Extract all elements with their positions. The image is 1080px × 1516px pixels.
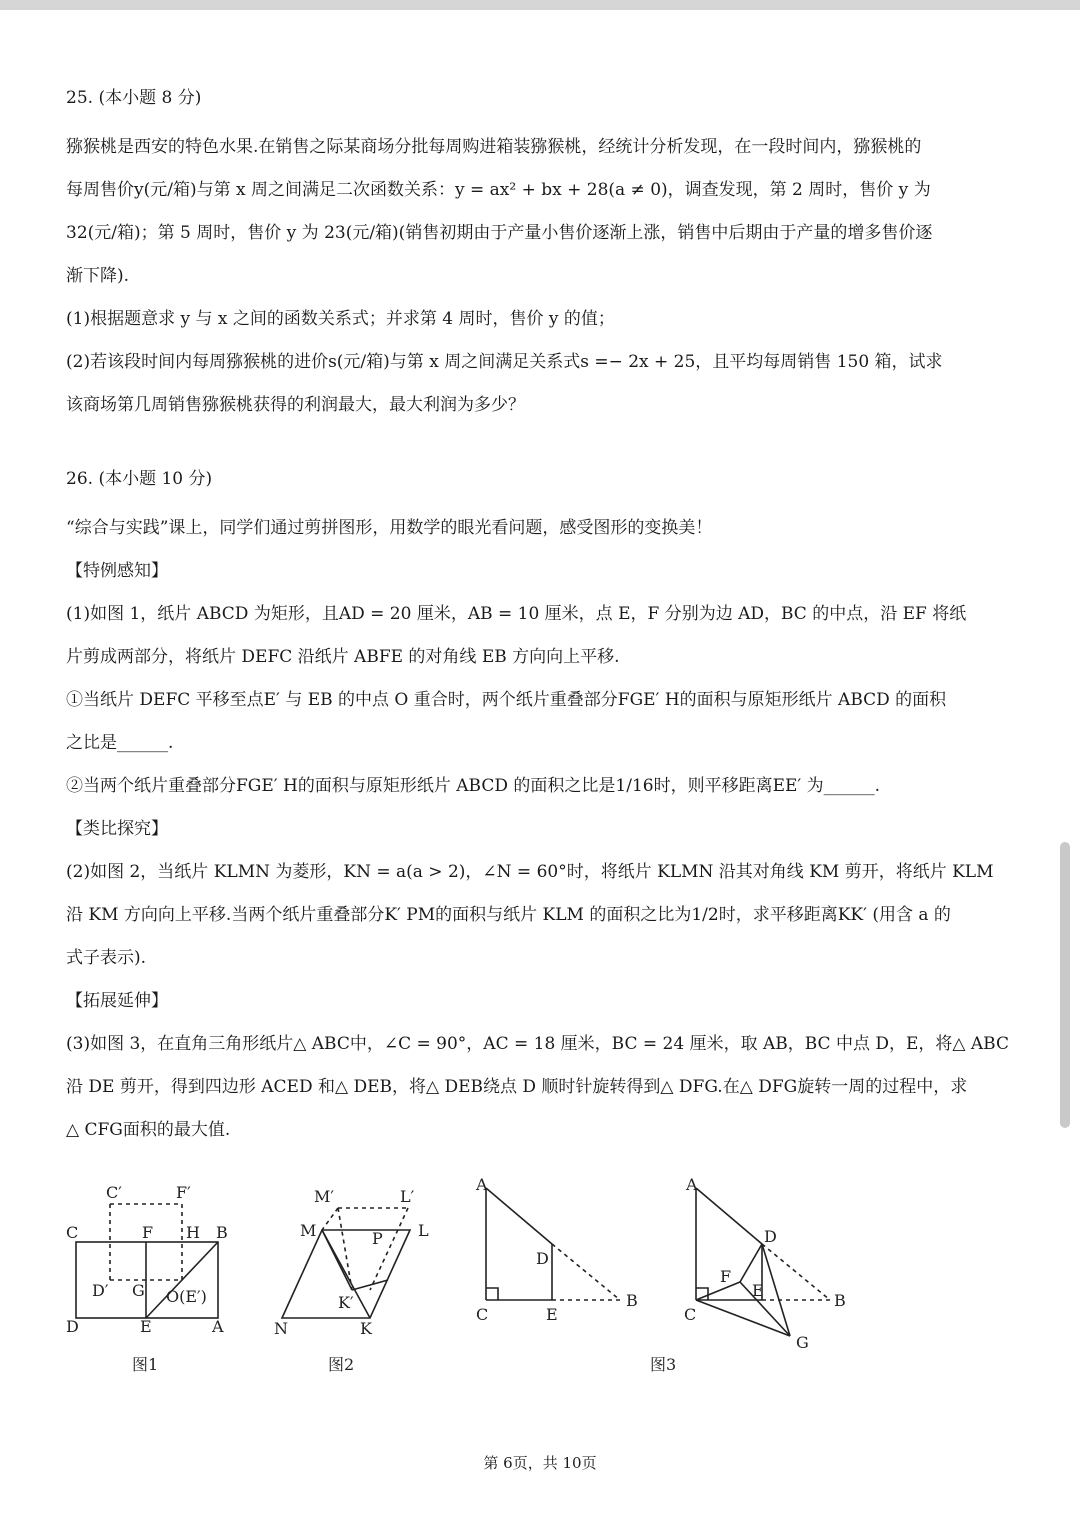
page-content bbox=[66, 84, 1026, 1152]
q25-line: 32(元/箱)；第 5 周时，售价 y 为 23(元/箱)(销售初期由于产量小售价逐渐上涨，销售中后期由于产量的增多售价逐 bbox=[66, 223, 933, 243]
fig3a-label: D bbox=[536, 1249, 549, 1268]
q26-section-1: 【特例感知】 bbox=[66, 561, 168, 581]
fig1-label: B bbox=[216, 1223, 228, 1242]
q26-p2-line: (2)如图 2，当纸片 KLMN 为菱形，KN = a(a > 2)，∠N = 60°时，将纸片 KLMN 沿其对角线 KM 剪开，将纸片 KLM bbox=[66, 862, 994, 882]
fig3-caption: 图3 bbox=[650, 1355, 677, 1374]
fig1-label: D′ bbox=[92, 1281, 109, 1300]
q26-intro: “综合与实践”课上，同学们通过剪拼图形，用数学的眼光看问题，感受图形的变换美！ bbox=[66, 518, 713, 538]
fig2-label: K bbox=[360, 1319, 372, 1338]
fig1-label: F bbox=[142, 1223, 154, 1242]
fig2-label: P bbox=[372, 1229, 383, 1248]
q26-section-2: 【类比探究】 bbox=[66, 819, 168, 839]
fig2-caption: 图2 bbox=[328, 1355, 355, 1374]
fig3b-label: G bbox=[796, 1333, 809, 1352]
scrollbar-thumb[interactable] bbox=[1060, 842, 1070, 1128]
q25-line: 渐下降). bbox=[66, 266, 130, 286]
fig3b-label: D bbox=[764, 1227, 777, 1246]
fig3a-label: A bbox=[476, 1175, 488, 1194]
q26-heading: 26. (本小题 10 分) bbox=[66, 469, 213, 489]
fig2-label: M bbox=[300, 1221, 317, 1240]
q25-line: 该商场第几周销售猕猴桃获得的利润最大，最大利润为多少？ bbox=[66, 395, 525, 415]
fig2-label: L bbox=[418, 1221, 429, 1240]
page-footer: 第 6页，共 10页 bbox=[483, 1454, 597, 1472]
q26-p2-line: 式子表示). bbox=[66, 948, 147, 968]
fig1-label: E bbox=[140, 1317, 152, 1336]
fig3a-label: E bbox=[546, 1305, 558, 1324]
q25-body bbox=[66, 126, 1026, 427]
fig1-label: C′ bbox=[106, 1183, 122, 1202]
q25-line: 猕猴桃是西安的特色水果.在销售之际某商场分批每周购进箱装猕猴桃，经统计分析发现，在一段时间内，猕猴桃的 bbox=[66, 137, 922, 157]
fig3b-label: B bbox=[834, 1291, 846, 1310]
fig2-label: K′ bbox=[338, 1293, 354, 1312]
q26-p3-line: 沿 DE 剪开，得到四边形 ACED 和△ DEB，将△ DEB绕点 D 顺时针旋转得到△ DFG.在△ DFG旋转一周的过程中，求 bbox=[66, 1077, 968, 1097]
q25-heading: 25. (本小题 8 分) bbox=[66, 88, 202, 108]
q26-p1-line: 片剪成两部分，将纸片 DEFC 沿纸片 ABFE 的对角线 EB 方向向上平移. bbox=[66, 647, 620, 667]
q25-line: 每周售价y(元/箱)与第 x 周之间满足二次函数关系：y = ax² + bx + 28(a ≠ 0)，调查发现，第 2 周时，售价 y 为 bbox=[66, 180, 931, 200]
q26-p3-line: (3)如图 3，在直角三角形纸片△ ABC中，∠C = 90°，AC = 18 厘米，BC = 24 厘米，取 AB，BC 中点 D，E，将△ ABC bbox=[66, 1034, 1009, 1054]
fig3b-label: C bbox=[684, 1305, 697, 1324]
q25-line: (2)若该段时间内每周猕猴桃的进价s(元/箱)与第 x 周之间满足关系式s =− 2x + 25，且平均每周销售 150 箱，试求 bbox=[66, 352, 943, 372]
fig3b-label: E bbox=[752, 1281, 764, 1300]
q26-p2-line: 沿 KM 方向向上平移.当两个纸片重叠部分K′ PM的面积与纸片 KLM 的面积之比为1/2时，求平移距离KK′ (用含 a 的 bbox=[66, 905, 951, 925]
fig3b-label: A bbox=[686, 1175, 698, 1194]
fig2-label: N bbox=[274, 1319, 288, 1338]
fig1-label: O(E′) bbox=[166, 1287, 207, 1306]
figures-panel bbox=[0, 1170, 1080, 1390]
q26-p1-line: (1)如图 1，纸片 ABCD 为矩形，且AD = 20 厘米，AB = 10 厘米，点 E，F 分别为边 AD，BC 的中点，沿 EF 将纸 bbox=[66, 604, 967, 624]
fig1-label: D bbox=[66, 1317, 79, 1336]
q25-line: (1)根据题意求 y 与 x 之间的函数关系式；并求第 4 周时，售价 y 的值； bbox=[66, 309, 615, 329]
q26-p1-line: ①当纸片 DEFC 平移至点E′ 与 EB 的中点 O 重合时，两个纸片重叠部分FGE′ H的面积与原矩形纸片 ABCD 的面积 bbox=[66, 690, 947, 710]
fig1-label: G bbox=[132, 1281, 145, 1300]
q26-p1-line: 之比是______. bbox=[66, 733, 174, 753]
fig1-label: A bbox=[212, 1317, 224, 1336]
q26-p1-line: ②当两个纸片重叠部分FGE′ H的面积与原矩形纸片 ABCD 的面积之比是1/16时，则平移距离EE′ 为______. bbox=[66, 776, 881, 796]
fig3a-label: C bbox=[476, 1305, 489, 1324]
fig1-label: H bbox=[186, 1223, 200, 1242]
q26-section-3: 【拓展延伸】 bbox=[66, 991, 168, 1011]
top-bar bbox=[0, 0, 1080, 10]
fig2-label: L′ bbox=[400, 1187, 415, 1206]
fig3b-label: F bbox=[720, 1267, 732, 1286]
q26-p3-line: △ CFG面积的最大值. bbox=[66, 1120, 231, 1140]
fig1-label: C bbox=[66, 1223, 79, 1242]
fig1-caption: 图1 bbox=[132, 1355, 159, 1374]
fig1-label: F′ bbox=[176, 1183, 191, 1202]
fig2-label: M′ bbox=[314, 1187, 335, 1206]
fig3a-label: B bbox=[626, 1291, 638, 1310]
